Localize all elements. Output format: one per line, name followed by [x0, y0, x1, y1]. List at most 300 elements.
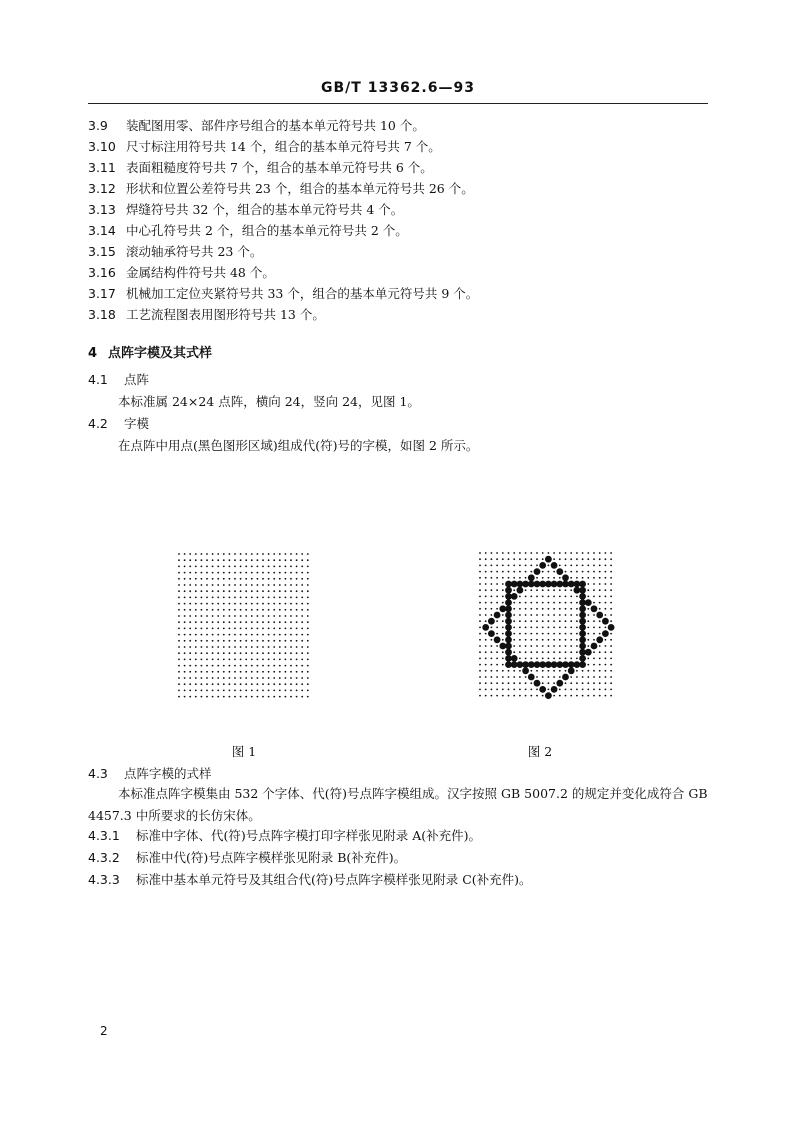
matrix-dot [279, 603, 281, 605]
matrix-dot [240, 590, 242, 592]
matrix-dot [587, 633, 589, 635]
matrix-dot [519, 558, 521, 560]
matrix-dot [479, 565, 481, 567]
matrix-dot [251, 566, 253, 568]
matrix-dot [536, 633, 538, 635]
matrix-dot [279, 690, 281, 692]
matrix-dot [513, 608, 515, 610]
matrix-dot [301, 578, 303, 580]
matrix-dot [530, 627, 532, 629]
matrix-dot [519, 552, 521, 554]
matrix-dot [257, 590, 259, 592]
matrix-dot [496, 589, 498, 591]
matrix-dot [229, 572, 231, 574]
matrix-dot [229, 621, 231, 623]
matrix-dot [206, 553, 208, 555]
matrix-dot [587, 689, 589, 691]
matrix-dot [229, 609, 231, 611]
matrix-dot [195, 696, 197, 698]
matrix-dot [559, 596, 561, 598]
matrix-dot [508, 676, 510, 678]
matrix-dot [201, 696, 203, 698]
matrix-dot [178, 690, 180, 692]
matrix-dot [542, 571, 544, 573]
matrix-dot [257, 572, 259, 574]
matrix-dot [496, 627, 498, 629]
matrix-dot [257, 628, 259, 630]
matrix-dot [273, 671, 275, 673]
matrix-dot [257, 621, 259, 623]
document-code-header: GB/T 13362.6—93 [321, 80, 475, 96]
matrix-dot [570, 633, 572, 635]
matrix-dot [530, 620, 532, 622]
glyph-dot [505, 630, 512, 637]
matrix-dot [217, 634, 219, 636]
matrix-dot [234, 677, 236, 679]
matrix-dot [502, 565, 504, 567]
matrix-dot [496, 596, 498, 598]
matrix-dot [201, 677, 203, 679]
matrix-dot [559, 695, 561, 697]
item-text: 工艺流程图表用图形符号共 13 个。 [126, 307, 325, 322]
list-item [88, 265, 275, 281]
matrix-dot [542, 682, 544, 684]
matrix-dot [513, 614, 515, 616]
matrix-dot [273, 640, 275, 642]
matrix-dot [496, 633, 498, 635]
matrix-dot [195, 677, 197, 679]
matrix-dot [502, 639, 504, 641]
matrix-dot [605, 602, 607, 604]
matrix-dot [206, 683, 208, 685]
matrix-dot [485, 608, 487, 610]
matrix-dot [525, 571, 527, 573]
matrix-dot [234, 559, 236, 561]
matrix-dot [223, 621, 225, 623]
matrix-dot [251, 652, 253, 654]
matrix-dot [296, 665, 298, 667]
matrix-dot [285, 677, 287, 679]
matrix-dot [530, 670, 532, 672]
matrix-dot [536, 651, 538, 653]
matrix-dot [570, 602, 572, 604]
matrix-dot [290, 671, 292, 673]
matrix-dot [496, 571, 498, 573]
matrix-dot [251, 696, 253, 698]
matrix-dot [189, 572, 191, 574]
matrix-dot [201, 553, 203, 555]
matrix-dot [508, 689, 510, 691]
matrix-dot [553, 682, 555, 684]
matrix-dot [290, 615, 292, 617]
matrix-dot [525, 565, 527, 567]
glyph-dot [579, 624, 586, 631]
matrix-dot [195, 590, 197, 592]
matrix-dot [508, 558, 510, 560]
matrix-dot [548, 565, 550, 567]
matrix-dot [262, 652, 264, 654]
matrix-dot [178, 640, 180, 642]
matrix-dot [178, 665, 180, 667]
matrix-dot [279, 621, 281, 623]
matrix-dot [610, 682, 612, 684]
matrix-dot [234, 584, 236, 586]
matrix-dot [491, 645, 493, 647]
matrix-dot [530, 695, 532, 697]
list-item [88, 307, 325, 323]
list-item [88, 139, 441, 155]
matrix-dot [279, 578, 281, 580]
matrix-dot [217, 590, 219, 592]
glyph-dot [545, 692, 552, 699]
matrix-dot [184, 584, 186, 586]
matrix-dot [525, 602, 527, 604]
matrix-dot [195, 609, 197, 611]
matrix-dot [496, 620, 498, 622]
matrix-dot [479, 614, 481, 616]
matrix-dot [582, 682, 584, 684]
matrix-dot [593, 552, 595, 554]
matrix-dot [296, 615, 298, 617]
matrix-dot [502, 583, 504, 585]
matrix-dot [536, 689, 538, 691]
matrix-dot [257, 615, 259, 617]
matrix-dot [240, 665, 242, 667]
matrix-dot [285, 646, 287, 648]
matrix-dot [610, 639, 612, 641]
matrix-dot [262, 597, 264, 599]
matrix-dot [217, 553, 219, 555]
matrix-dot [296, 690, 298, 692]
matrix-dot [307, 690, 309, 692]
matrix-dot [479, 596, 481, 598]
matrix-dot [178, 559, 180, 561]
paragraph: 在点阵中用点(黑色图形区域)组成代(符)号的字模，如图 2 所示。 [118, 438, 479, 453]
matrix-dot [565, 633, 567, 635]
matrix-dot [593, 602, 595, 604]
glyph-dot [505, 649, 512, 656]
matrix-dot [273, 652, 275, 654]
matrix-dot [212, 634, 214, 636]
matrix-dot [251, 659, 253, 661]
matrix-dot [217, 690, 219, 692]
matrix-dot [536, 596, 538, 598]
matrix-dot [184, 615, 186, 617]
matrix-dot [279, 559, 281, 561]
matrix-dot [599, 682, 601, 684]
matrix-dot [296, 696, 298, 698]
matrix-dot [301, 615, 303, 617]
matrix-dot [240, 609, 242, 611]
matrix-dot [582, 552, 584, 554]
matrix-dot [268, 677, 270, 679]
matrix-dot [485, 571, 487, 573]
matrix-dot [508, 552, 510, 554]
matrix-dot [223, 683, 225, 685]
list-item [88, 828, 481, 844]
list-item [88, 181, 474, 197]
matrix-dot [491, 571, 493, 573]
matrix-dot [502, 633, 504, 635]
matrix-dot [262, 646, 264, 648]
matrix-dot [593, 664, 595, 666]
paragraph: 本标准属 24×24 点阵，横向 24，竖向 24，见图 1。 [118, 394, 420, 409]
matrix-dot [189, 590, 191, 592]
matrix-dot [257, 584, 259, 586]
matrix-dot [189, 628, 191, 630]
matrix-dot [513, 651, 515, 653]
matrix-dot [525, 676, 527, 678]
matrix-dot [301, 659, 303, 661]
matrix-dot [610, 596, 612, 598]
matrix-dot [301, 584, 303, 586]
matrix-dot [491, 589, 493, 591]
matrix-dot [570, 589, 572, 591]
matrix-dot [593, 627, 595, 629]
matrix-dot [519, 633, 521, 635]
matrix-dot [201, 634, 203, 636]
matrix-dot [548, 577, 550, 579]
matrix-dot [530, 633, 532, 635]
matrix-dot [508, 577, 510, 579]
matrix-dot [195, 559, 197, 561]
matrix-dot [307, 590, 309, 592]
matrix-dot [605, 552, 607, 554]
matrix-dot [508, 571, 510, 573]
glyph-dot [488, 630, 495, 637]
matrix-dot [251, 572, 253, 574]
list-item [88, 850, 406, 866]
matrix-dot [229, 634, 231, 636]
matrix-dot [245, 696, 247, 698]
matrix-dot [178, 634, 180, 636]
matrix-dot [290, 696, 292, 698]
matrix-dot [587, 676, 589, 678]
matrix-dot [502, 689, 504, 691]
matrix-dot [296, 566, 298, 568]
matrix-dot [201, 640, 203, 642]
matrix-dot [576, 577, 578, 579]
matrix-dot [525, 596, 527, 598]
glyph-dot [591, 643, 598, 650]
matrix-dot [565, 627, 567, 629]
matrix-dot [593, 571, 595, 573]
matrix-dot [262, 566, 264, 568]
matrix-dot [301, 683, 303, 685]
matrix-dot [301, 634, 303, 636]
matrix-dot [565, 565, 567, 567]
matrix-dot [195, 553, 197, 555]
item-text: 金属结构件符号共 48 个。 [126, 265, 275, 280]
matrix-dot [479, 682, 481, 684]
matrix-dot [565, 689, 567, 691]
glyph-dot [528, 574, 535, 581]
matrix-dot [245, 628, 247, 630]
matrix-dot [201, 597, 203, 599]
matrix-dot [229, 671, 231, 673]
matrix-dot [184, 665, 186, 667]
matrix-dot [217, 603, 219, 605]
matrix-dot [234, 621, 236, 623]
matrix-dot [206, 696, 208, 698]
item-number: 3.13 [88, 202, 116, 217]
matrix-dot [479, 695, 481, 697]
glyph-dot [505, 612, 512, 619]
matrix-dot [212, 572, 214, 574]
glyph-dot [585, 649, 592, 656]
matrix-dot [184, 677, 186, 679]
matrix-dot [201, 590, 203, 592]
matrix-dot [307, 572, 309, 574]
matrix-dot [234, 696, 236, 698]
matrix-dot [605, 651, 607, 653]
matrix-dot [296, 572, 298, 574]
matrix-dot [245, 640, 247, 642]
glyph-dot [596, 636, 603, 643]
matrix-dot [245, 553, 247, 555]
matrix-dot [279, 609, 281, 611]
matrix-dot [296, 677, 298, 679]
matrix-dot [217, 646, 219, 648]
matrix-dot [301, 628, 303, 630]
matrix-dot [513, 670, 515, 672]
matrix-dot [285, 621, 287, 623]
matrix-dot [553, 639, 555, 641]
matrix-dot [257, 652, 259, 654]
matrix-dot [251, 621, 253, 623]
matrix-dot [285, 553, 287, 555]
matrix-dot [513, 577, 515, 579]
matrix-dot [262, 621, 264, 623]
matrix-dot [245, 677, 247, 679]
matrix-dot [201, 559, 203, 561]
glyph-dot [505, 587, 512, 594]
matrix-dot [479, 658, 481, 660]
matrix-dot [257, 553, 259, 555]
matrix-dot [262, 584, 264, 586]
matrix-dot [245, 609, 247, 611]
matrix-dot [223, 597, 225, 599]
matrix-dot [599, 670, 601, 672]
matrix-dot [206, 578, 208, 580]
matrix-dot [485, 664, 487, 666]
matrix-dot [178, 646, 180, 648]
figure-1-dot-matrix [176, 551, 312, 701]
matrix-dot [251, 603, 253, 605]
matrix-dot [296, 578, 298, 580]
matrix-dot [565, 558, 567, 560]
matrix-dot [301, 671, 303, 673]
section-heading [88, 342, 212, 361]
matrix-dot [542, 602, 544, 604]
matrix-dot [206, 652, 208, 654]
matrix-dot [273, 665, 275, 667]
matrix-dot [570, 639, 572, 641]
matrix-dot [195, 671, 197, 673]
matrix-dot [610, 602, 612, 604]
matrix-dot [307, 584, 309, 586]
matrix-dot [184, 566, 186, 568]
matrix-dot [536, 577, 538, 579]
matrix-dot [285, 690, 287, 692]
matrix-dot [576, 627, 578, 629]
matrix-dot [234, 603, 236, 605]
matrix-dot [553, 552, 555, 554]
glyph-dot [545, 556, 552, 563]
matrix-dot [536, 658, 538, 660]
matrix-dot [212, 615, 214, 617]
matrix-dot [273, 572, 275, 574]
matrix-dot [245, 584, 247, 586]
matrix-dot [307, 628, 309, 630]
matrix-dot [195, 584, 197, 586]
matrix-dot [491, 558, 493, 560]
matrix-dot [195, 646, 197, 648]
matrix-dot [189, 609, 191, 611]
matrix-dot [273, 646, 275, 648]
matrix-dot [576, 571, 578, 573]
matrix-dot [479, 676, 481, 678]
matrix-dot [201, 584, 203, 586]
matrix-dot [251, 578, 253, 580]
matrix-dot [548, 651, 550, 653]
matrix-dot [189, 584, 191, 586]
matrix-dot [234, 566, 236, 568]
matrix-dot [491, 664, 493, 666]
matrix-dot [279, 696, 281, 698]
matrix-dot [279, 597, 281, 599]
matrix-dot [201, 578, 203, 580]
matrix-dot [491, 565, 493, 567]
matrix-dot [502, 596, 504, 598]
matrix-dot [576, 596, 578, 598]
matrix-dot [195, 603, 197, 605]
glyph-dot [556, 680, 563, 687]
matrix-dot [525, 645, 527, 647]
matrix-dot [307, 646, 309, 648]
matrix-dot [217, 671, 219, 673]
matrix-dot [290, 628, 292, 630]
matrix-dot [599, 645, 601, 647]
matrix-dot [530, 614, 532, 616]
matrix-dot [610, 565, 612, 567]
matrix-dot [570, 614, 572, 616]
matrix-dot [206, 659, 208, 661]
matrix-dot [485, 651, 487, 653]
matrix-dot [206, 640, 208, 642]
matrix-dot [307, 640, 309, 642]
matrix-dot [536, 620, 538, 622]
matrix-dot [257, 603, 259, 605]
matrix-dot [296, 609, 298, 611]
matrix-dot [229, 659, 231, 661]
matrix-dot [290, 621, 292, 623]
matrix-dot [195, 572, 197, 574]
matrix-dot [570, 645, 572, 647]
matrix-dot [223, 659, 225, 661]
matrix-dot [565, 639, 567, 641]
matrix-dot [307, 621, 309, 623]
matrix-dot [610, 676, 612, 678]
matrix-dot [502, 602, 504, 604]
matrix-dot [234, 671, 236, 673]
matrix-dot [570, 682, 572, 684]
matrix-dot [268, 553, 270, 555]
matrix-dot [234, 634, 236, 636]
matrix-dot [548, 589, 550, 591]
matrix-dot [605, 664, 607, 666]
glyph-dot [551, 562, 558, 569]
